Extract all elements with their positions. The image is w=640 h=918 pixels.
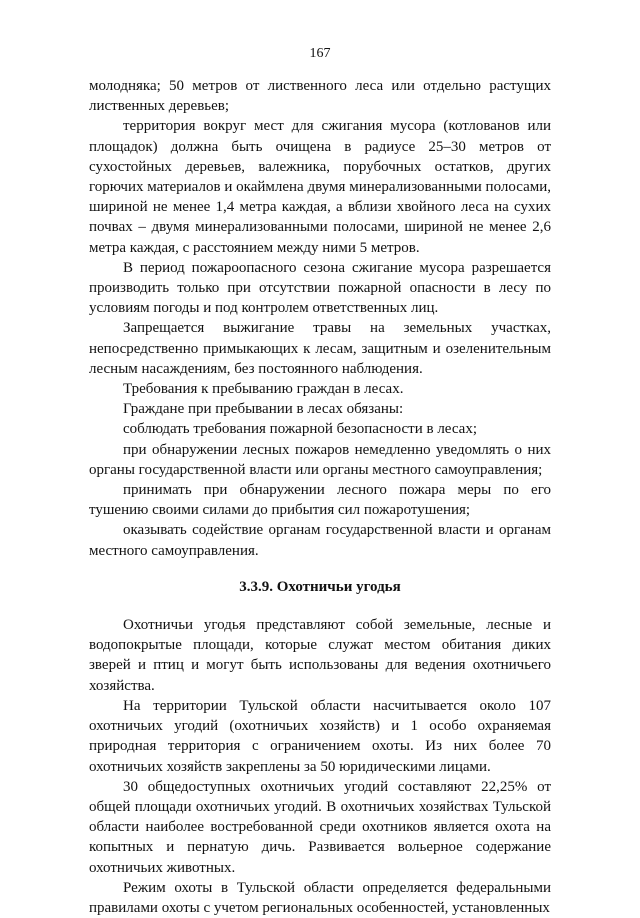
page-number: 167 xyxy=(309,46,331,61)
paragraph: На территории Тульской области насчитывается около 107 охотничьих угодий (охотничьих хозяйств) и 1 особо охраняемая природная территория с ограничением охоты. Из них более 70 охотничьих хозяйств закреплены за 50 юридическими лицами. xyxy=(89,697,551,775)
paragraph: территория вокруг мест для сжигания мусора (котлованов или площадок) должна быть очищена в радиусе 25–30 метров от сухостойных деревьев, валежника, порубочных остатков, других горючих материалов и окаймлена двумя минерализованными полосами, шириной не менее 1,4 метра каждая, а вблизи хвойного леса на сухих почвах – двумя минерализованными полосами, шириной не менее 2,6 метра каждая, с расстоянием между ними 5 метров. xyxy=(89,118,551,256)
paragraph: при обнаружении лесных пожаров немедленно уведомлять о них органы государственной власти или органы местного самоуправления; xyxy=(89,441,551,478)
paragraph: соблюдать требования пожарной безопасности в лесах; xyxy=(123,421,478,438)
section-heading: 3.3.9. Охотничьи угодья xyxy=(239,578,401,595)
paragraph: оказывать содействие органам государственной власти и органам местного самоуправления. xyxy=(89,522,551,559)
paragraph: Запрещается выжигание травы на земельных участках, непосредственно примыкающих к лесам, защитным и озеленительным лесным насаждениям, без постоянного наблюдения. xyxy=(89,320,551,377)
paragraph: Граждане при пребывании в лесах обязаны: xyxy=(123,401,404,418)
paragraph: 30 общедоступных охотничьих угодий составляют 22,25% от общей площади охотничьих угодий. В охотничьих хозяйствах Тульской области наиболее востребованной среди охотников является охота на копытных и пернатую дичь. Развивается вольерное содержание охотничьих животных. xyxy=(89,778,551,876)
paragraph: Требования к пребыванию граждан в лесах. xyxy=(123,381,404,398)
paragraph: Охотничьи угодья представляют собой земельные, лесные и водопокрытые площади, которые служат местом обитания диких зверей и птиц и могут быть использованы для ведения охотничьего хозяйства. xyxy=(89,617,551,694)
paragraph: Режим охоты в Тульской области определяется федеральными правилами охоты с учетом региональных особенностей, установленных xyxy=(89,879,551,916)
paragraph: молодняка; 50 метров от лиственного леса или отдельно растущих лиственных деревьев; xyxy=(89,78,551,115)
body-text xyxy=(89,76,551,918)
paragraph: В период пожароопасного сезона сжигание мусора разрешается производить только при отсутствии пожарной опасности в лесу по условиям погоды и под контролем ответственных лиц. xyxy=(89,259,551,317)
paragraph: принимать при обнаружении лесного пожара меры по его тушению своими силами до прибытия сил пожаротушения; xyxy=(89,482,551,519)
